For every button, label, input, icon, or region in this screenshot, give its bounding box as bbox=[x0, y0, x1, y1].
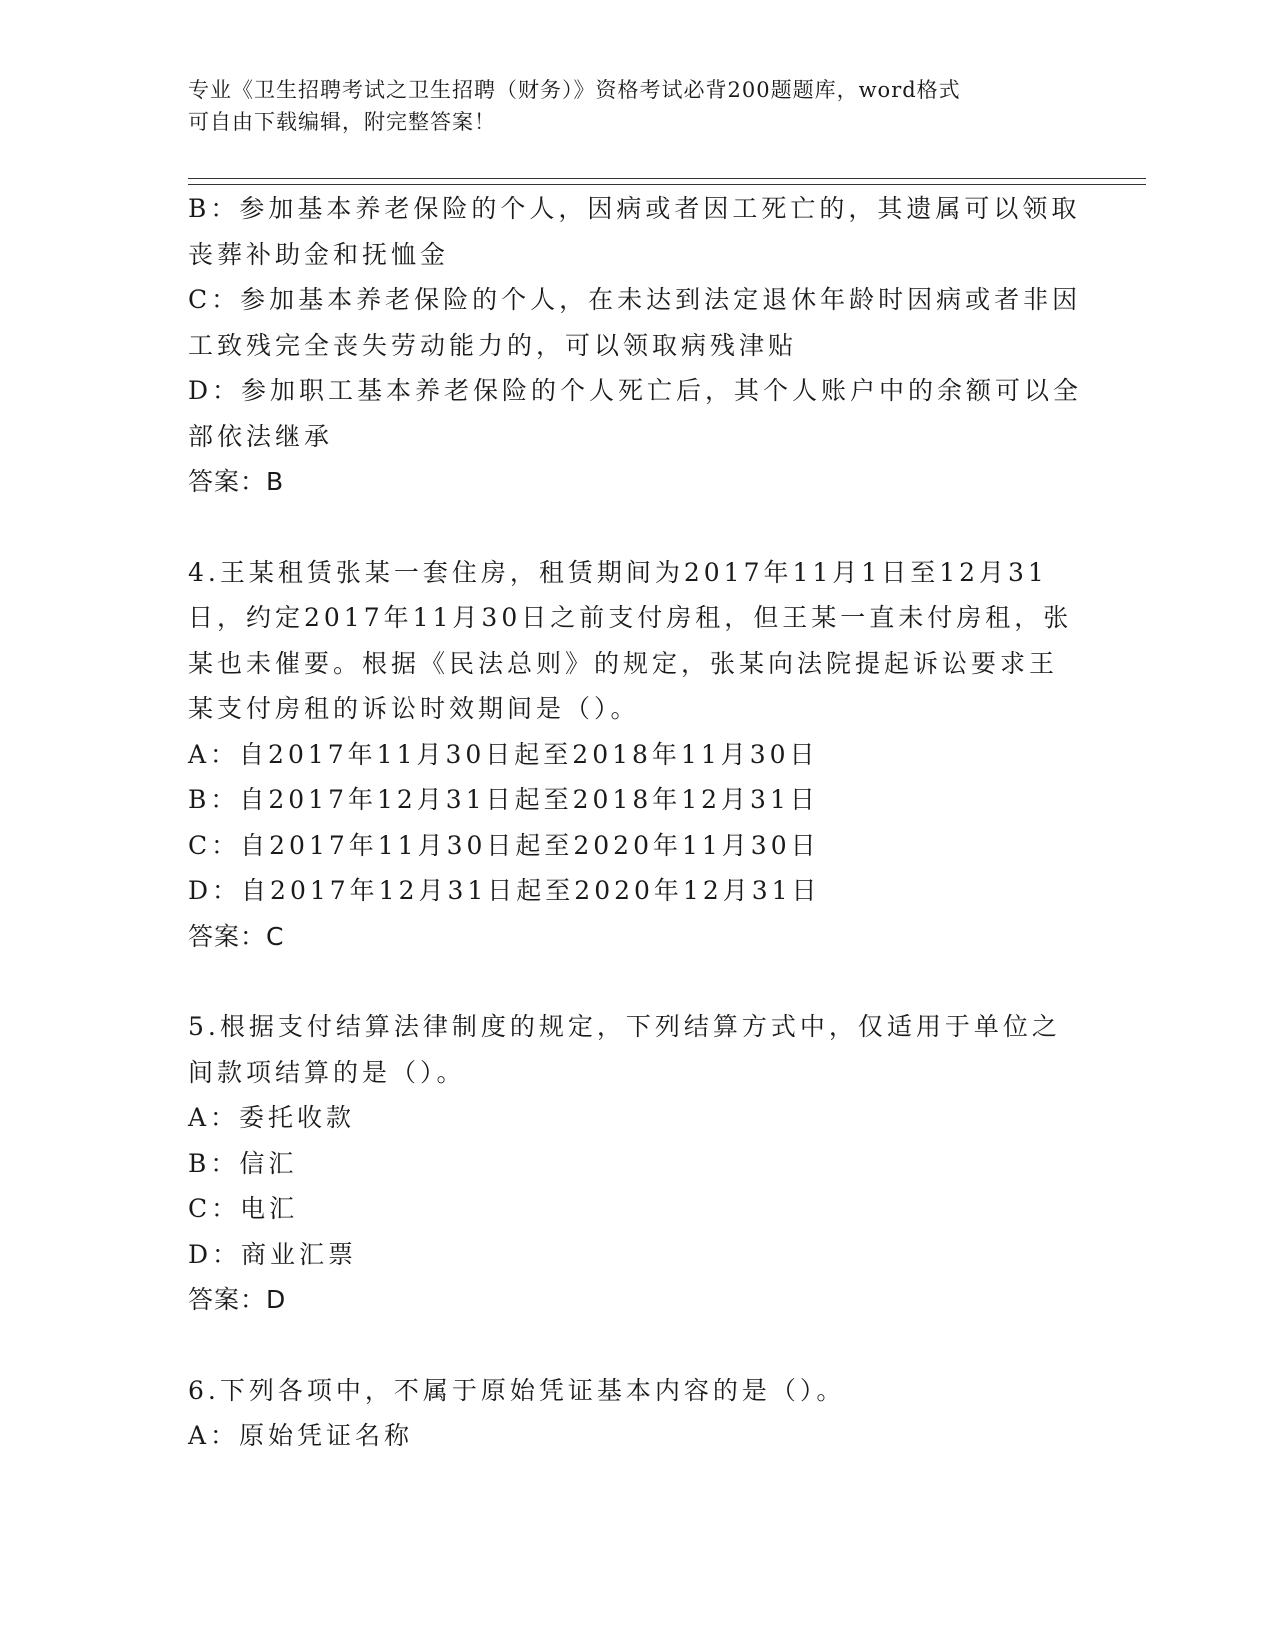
q5-stem-line-2: 间款项结算的是（）。 bbox=[188, 1057, 466, 1087]
question-3 bbox=[188, 186, 1088, 505]
q4-option-a: A：自2017年11月30日起至2018年11月30日 bbox=[188, 739, 819, 769]
spacer bbox=[188, 959, 1088, 1004]
q5-option-b: B：信汇 bbox=[188, 1148, 298, 1178]
question-6 bbox=[188, 1368, 1088, 1459]
q3-option-d-line-1: D：参加职工基本养老保险的个人死亡后，其个人账户中的余额可以全 bbox=[188, 376, 1083, 405]
q4-stem-line-1: 4.王某租赁张某一套住房，租赁期间为2017年11月1日至12月31 bbox=[188, 557, 1048, 587]
q3-option-d-line-2: 部依法继承 bbox=[188, 421, 334, 451]
question-4 bbox=[188, 550, 1088, 960]
q4-option-d: D：自2017年12月31日起至2020年12月31日 bbox=[188, 876, 821, 905]
question-5 bbox=[188, 1004, 1088, 1323]
q4-answer: 答案：C bbox=[188, 921, 285, 951]
q4-stem-line-2: 日，约定2017年11月30日之前支付房租，但王某一直未付房租，张 bbox=[188, 603, 1073, 632]
spacer bbox=[188, 1323, 1088, 1368]
q5-option-a: A：委托收款 bbox=[188, 1103, 356, 1132]
spacer bbox=[188, 505, 1088, 550]
q4-option-b: B：自2017年12月31日起至2018年12月31日 bbox=[188, 785, 819, 814]
q5-option-c: C：电汇 bbox=[188, 1194, 299, 1223]
q4-stem-line-3: 某也未催要。根据《民法总则》的规定，张某向法院提起诉讼要求王 bbox=[188, 648, 1059, 678]
q3-option-c-line-1: C：参加基本养老保险的个人，在未达到法定退休年龄时因病或者非因 bbox=[188, 285, 1082, 314]
question-list bbox=[188, 186, 1088, 1459]
header-divider bbox=[188, 178, 1146, 185]
q3-option-b-line-1: B：参加基本养老保险的个人，因病或者因工死亡的，其遗属可以领取 bbox=[188, 194, 1081, 223]
q6-option-a: A：原始凭证名称 bbox=[188, 1421, 414, 1450]
q3-answer: 答案：B bbox=[188, 467, 285, 496]
document-header bbox=[188, 74, 1088, 138]
q4-stem-line-4: 某支付房租的诉讼时效期间是（）。 bbox=[188, 694, 640, 723]
q5-stem-line-1: 5.根据支付结算法律制度的规定，下列结算方式中，仅适用于单位之 bbox=[188, 1012, 1061, 1041]
q5-answer: 答案：D bbox=[188, 1285, 287, 1314]
q6-stem-line-1: 6.下列各项中，不属于原始凭证基本内容的是（）。 bbox=[188, 1375, 846, 1405]
header-line-2: 可自由下载编辑，附完整答案！ bbox=[188, 110, 496, 134]
header-line-1: 专业《卫生招聘考试之卫生招聘（财务）》资格考试必背200题题库，word格式 bbox=[188, 78, 961, 102]
q3-option-c-line-2: 工致残完全丧失劳动能力的，可以领取病残津贴 bbox=[188, 330, 798, 360]
q5-option-d: D：商业汇票 bbox=[188, 1239, 358, 1269]
q3-option-b-line-2: 丧葬补助金和抚恤金 bbox=[188, 239, 450, 269]
q4-option-c: C：自2017年11月30日起至2020年11月30日 bbox=[188, 830, 820, 860]
